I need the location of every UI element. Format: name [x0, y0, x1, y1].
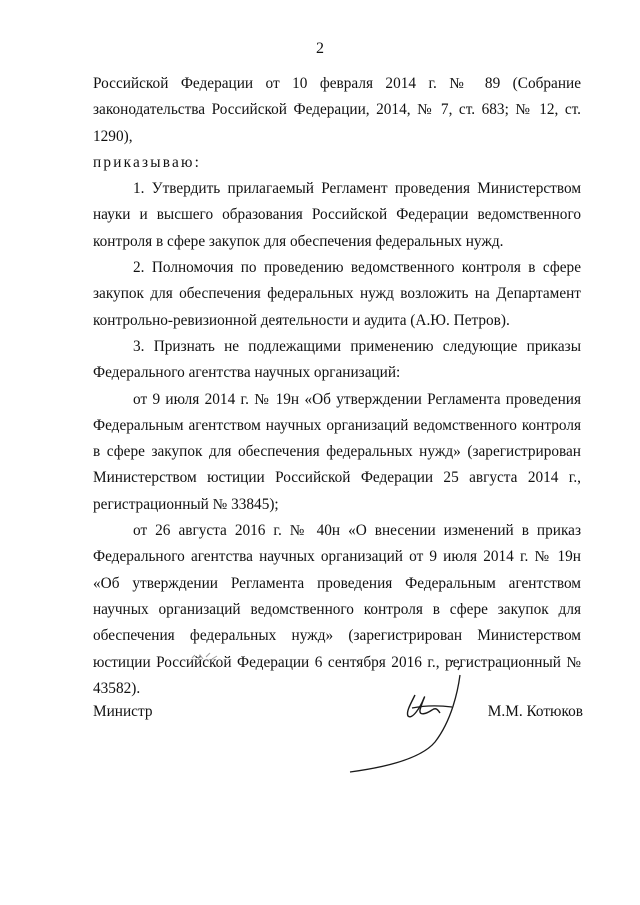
- faint-stamp-mark: [190, 648, 220, 666]
- signatory-title: Министр: [93, 703, 153, 720]
- document-body: [93, 71, 581, 702]
- intro-paragraph: Российской Федерации от 10 февраля 2014 г. № 89 (Собрание законодательства Российской Федерации, 2014, № 7, ст. 683; № 12, ст. 1290),: [93, 75, 581, 145]
- handwritten-signature: [340, 650, 490, 780]
- order-word: приказываю:: [93, 153, 202, 171]
- revoked-order-a: от 9 июля 2014 г. № 19н «Об утверждении Регламента проведения Федеральным агентством научных организаций ведомственного контроля в сфере закупок для обеспечения федеральных нужд» (зарегистрирован Министерством юстиции Российской Федерации 25 августа 2014 г., регистрационный № 33845);: [93, 390, 581, 513]
- item-2-paragraph: 2. Полномочия по проведению ведомственного контроля в сфере закупок для обеспечения федеральных нужд возложить на Департамент контрольно-ревизионной деятельности и аудита (А.Ю. Петров).: [93, 259, 581, 329]
- signatory-name: М.М. Котюков: [487, 703, 583, 720]
- revoked-order-b: от 26 августа 2016 г. № 40н «О внесении изменений в приказ Федерального агентства научных организаций от 9 июля 2014 г. № 19н «Об утверждении Регламента проведения Федеральным агентством научных организаций ведомственного контроля в сфере закупок для обеспечения федеральных нужд» (зарегистрирован Министерством юстиции Российской Федерации 6 сентября 2016 г., регистрационный № 43582).: [93, 522, 581, 697]
- item-3-paragraph: 3. Признать не подлежащими применению следующие приказы Федерального агентства научных организаций:: [93, 337, 581, 382]
- page-number: 2: [316, 40, 324, 57]
- item-1-paragraph: 1. Утвердить прилагаемый Регламент проведения Министерством науки и высшего образования Российской Федерации ведомственного контроля в сфере закупок для обеспечения федеральных нужд.: [93, 180, 581, 250]
